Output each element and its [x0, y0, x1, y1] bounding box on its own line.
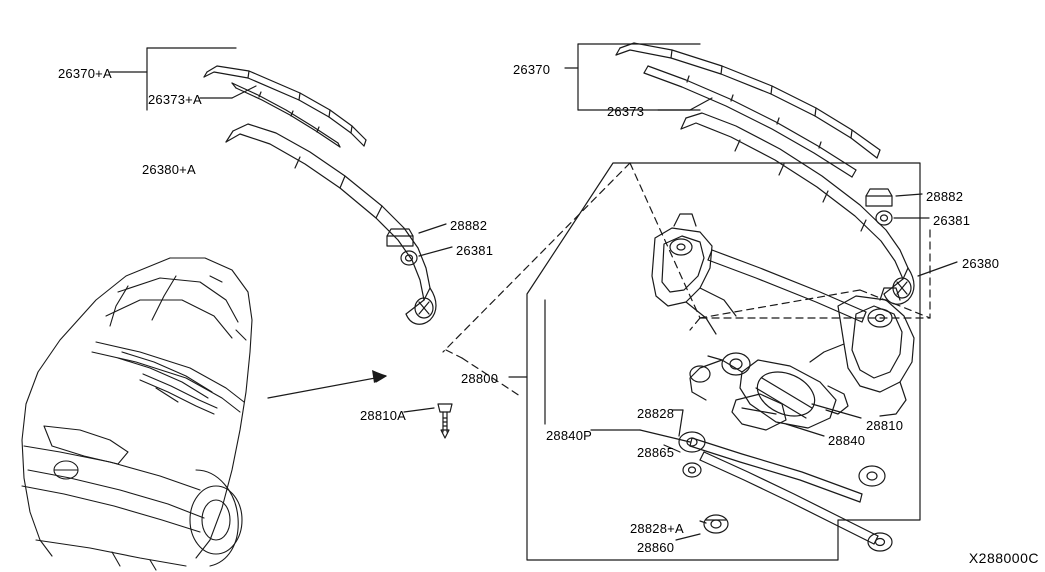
- part-label-26370a: 26370+A: [58, 66, 112, 81]
- part-label-26381-left: 26381: [456, 243, 494, 258]
- part-label-26373: 26373: [607, 104, 645, 119]
- part-label-28800: 28800: [461, 371, 499, 386]
- leader-26373: [658, 98, 712, 110]
- leader-26373a: [200, 86, 256, 98]
- part-label-26381-right: 26381: [933, 213, 971, 228]
- part-label-26373a: 26373+A: [148, 92, 202, 107]
- drawing-code: X288000C: [968, 550, 1039, 566]
- part-label-26380a: 26380+A: [142, 162, 196, 177]
- part-label-28810: 28810: [866, 418, 904, 433]
- wiper-linkage-assembly: [652, 214, 914, 551]
- leader-26370: [565, 44, 700, 110]
- part-label-28810a: 28810A: [360, 408, 407, 423]
- screw-28810a: [404, 404, 452, 438]
- part-label-28882-left: 28882: [450, 218, 488, 233]
- nut-26381-right: [876, 211, 929, 225]
- leader-26380: [918, 262, 957, 276]
- part-label-28828: 28828: [637, 406, 675, 421]
- vehicle-illustration: [22, 258, 252, 570]
- part-label-26380: 26380: [962, 256, 1000, 271]
- part-label-28840p: 28840P: [546, 428, 593, 443]
- part-label-26370: 26370: [513, 62, 551, 77]
- cap-28882-right: [866, 189, 922, 206]
- cap-28882-left: [387, 224, 446, 246]
- wiper-arm-right: [681, 113, 914, 304]
- part-label-28860: 28860: [637, 540, 675, 555]
- part-label-28865: 28865: [637, 445, 675, 460]
- reference-arrow: [268, 370, 386, 398]
- part-label-28882-right: 28882: [926, 189, 964, 204]
- part-label-28828a: 28828+A: [630, 521, 684, 536]
- part-label-28840: 28840: [828, 433, 866, 448]
- wiper-blade-left: [204, 66, 366, 147]
- wiper-arm-left: [226, 124, 436, 324]
